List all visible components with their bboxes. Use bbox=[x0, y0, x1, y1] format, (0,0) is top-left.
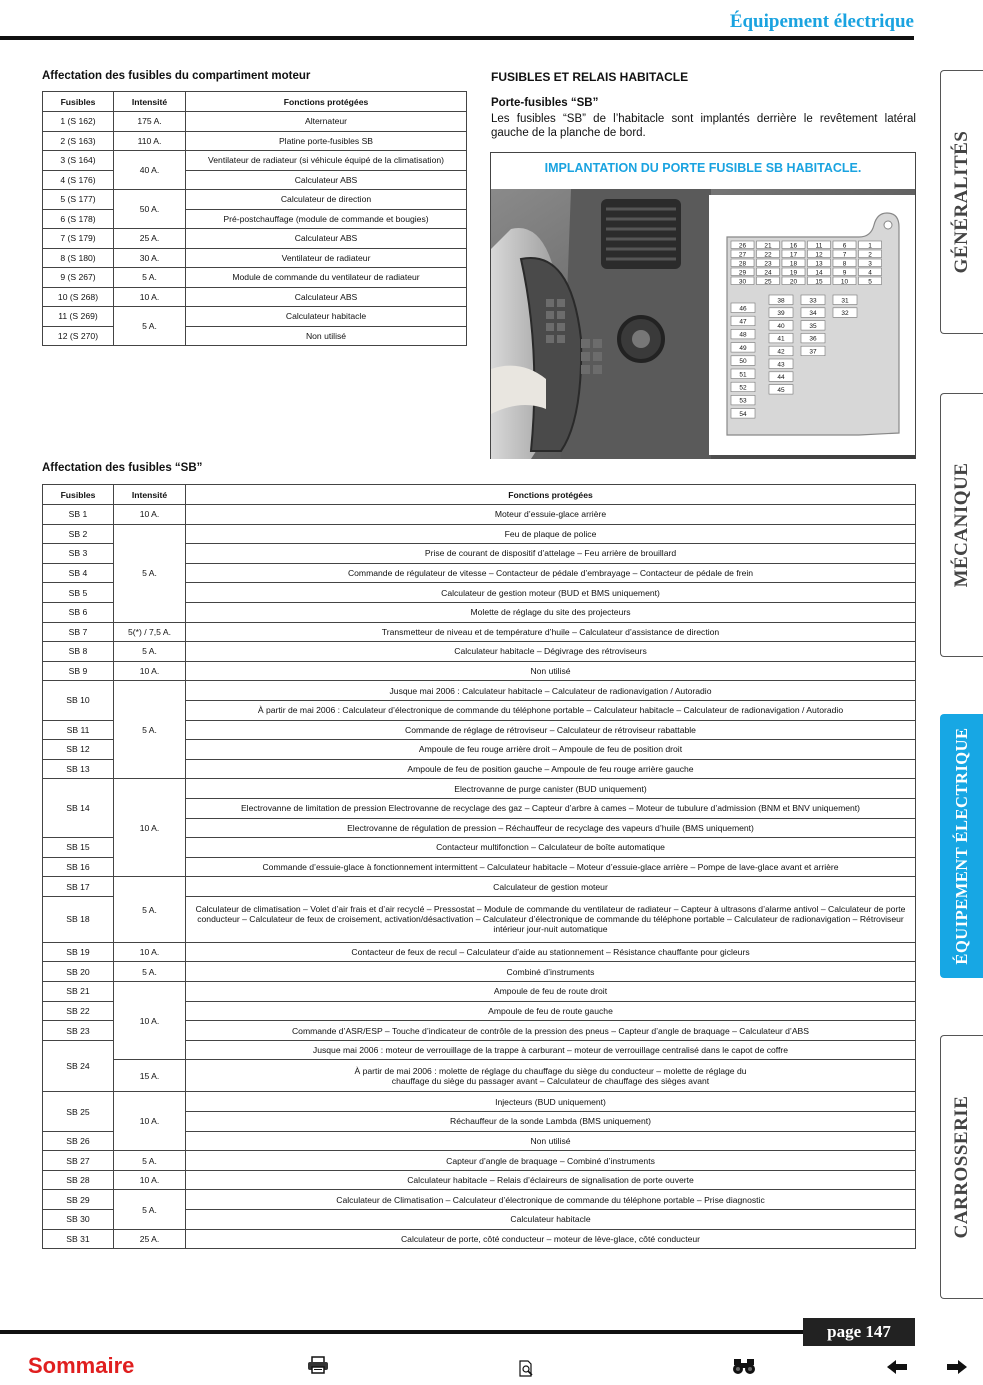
fuse-slot-label: 36 bbox=[809, 335, 817, 343]
engine-fuses-title: Affectation des fusibles du compartiment moteur bbox=[42, 70, 311, 82]
fuse-amp: 5 A. bbox=[114, 962, 186, 982]
fuse-function: Commande d’ASR/ESP – Touche d’indicateur de contrôle de la pression des pneus – Capteur d’angle de braquage – Calculateur d’ABS bbox=[186, 1021, 916, 1041]
fuse-slot-label: 13 bbox=[815, 260, 823, 268]
fuse-function: Commande d’essuie-glace à fonctionnement intermittent – Calculateur habitacle – Moteur d’essuie-glace arrière – Pompe de lave-glace avant et arrière bbox=[186, 857, 916, 877]
fuse-slot-label: 15 bbox=[815, 278, 823, 286]
fuse-amp: 15 A. bbox=[114, 1060, 186, 1092]
fuse-slot-label: 44 bbox=[777, 374, 785, 382]
fuse-id: SB 11 bbox=[43, 720, 114, 740]
fuse-id: SB 24 bbox=[43, 1040, 114, 1092]
fuse-function: Electrovanne de purge canister (BUD uniquement) bbox=[186, 779, 916, 799]
fuse-function: Calculateur habitacle bbox=[186, 307, 467, 327]
fuse-amp: 5 A. bbox=[114, 877, 186, 943]
fuse-function: Jusque mai 2006 : moteur de verrouillage de la trappe à carburant – moteur de verrouillage centralisé dans le capot de coffre bbox=[186, 1040, 916, 1060]
footer-rule bbox=[0, 1330, 914, 1334]
habitacle-heading: FUSIBLES ET RELAIS HABITACLE bbox=[491, 70, 689, 84]
fuse-slot-label: 24 bbox=[764, 269, 772, 277]
dashboard-photo bbox=[491, 189, 915, 459]
fuse-function: Electrovanne de limitation de pression Electrovanne de recyclage des gaz – Capteur d’arbre à cames – Moteur de tubulure d’admission (BNM et BNV uniquement) bbox=[186, 798, 916, 818]
table-row bbox=[43, 1060, 916, 1092]
col-header-functions: Fonctions protégées bbox=[186, 485, 916, 505]
fuse-slot-label: 19 bbox=[789, 269, 798, 277]
fuse-slot-label: 48 bbox=[739, 331, 747, 339]
fuse-id: SB 7 bbox=[43, 622, 114, 642]
fuse-function: Ampoule de feu de route droit bbox=[186, 982, 916, 1002]
fuse-slot-label: 25 bbox=[764, 278, 772, 286]
fuse-function: Moteur d’essuie-glace arrière bbox=[186, 505, 916, 525]
fuse-function: Injecteurs (BUD uniquement) bbox=[186, 1092, 916, 1112]
fuse-slot-label: 14 bbox=[815, 269, 823, 277]
fuse-slot-label: 8 bbox=[842, 260, 847, 268]
table-row bbox=[43, 779, 916, 799]
col-header-fuses: Fusibles bbox=[43, 92, 114, 112]
fuse-amp: 5 A. bbox=[114, 1151, 186, 1171]
fuse-slot-label: 22 bbox=[764, 251, 772, 259]
table-row bbox=[43, 681, 916, 701]
fuse-amp: 10 A. bbox=[114, 1092, 186, 1151]
fuse-id: SB 14 bbox=[43, 779, 114, 838]
tab-mecanique[interactable] bbox=[940, 393, 983, 657]
table-row bbox=[43, 170, 467, 190]
fuse-function: Calculateur de climatisation – Volet d’air frais et d’air recyclé – Pressostat – Module de commande du ventilateur de radiateur – Capteur à ultrasons d’alarme antivol – Calculateur de porte conducteur – Calculateur de feux de croisement, activation/désactivation – Calculateur d’électronique de commande du téléphone portable – Calculateur de radionavigation – Rétroviseur intérieur jour-nuit automatique bbox=[186, 896, 916, 942]
fuse-function: Combiné d’instruments bbox=[186, 962, 916, 982]
fuse-function: Non utilisé bbox=[186, 661, 916, 681]
fuse-function: Calculateur de gestion moteur bbox=[186, 877, 916, 897]
fuse-function: Molette de réglage du site des projecteurs bbox=[186, 602, 916, 622]
table-row bbox=[43, 982, 916, 1002]
fuse-slot-label: 47 bbox=[739, 318, 747, 326]
fuse-id: SB 22 bbox=[43, 1001, 114, 1021]
fuse-function: Commande de réglage de rétroviseur – Calculateur de rétroviseur rabattable bbox=[186, 720, 916, 740]
arrow-right-icon[interactable] bbox=[946, 1359, 968, 1380]
table-row bbox=[43, 1092, 916, 1112]
fuse-slot-label: 20 bbox=[789, 278, 798, 286]
fuse-amp: 5 A. bbox=[114, 268, 186, 288]
fuse-id: SB 6 bbox=[43, 602, 114, 622]
fuse-function: Calculateur habitacle – Relais d’éclaireurs de signalisation de porte ouverte bbox=[186, 1170, 916, 1190]
tab-mecanique-label: MÉCANIQUE bbox=[951, 462, 972, 588]
habitacle-text: Les fusibles “SB” de l’habitacle sont implantés derrière le revêtement latéral gauche de la planche de bord. bbox=[491, 113, 916, 139]
zoom-page-icon[interactable] bbox=[518, 1360, 536, 1383]
table-row bbox=[43, 307, 467, 327]
fuse-amp: 110 A. bbox=[114, 131, 186, 151]
fuse-slot-label: 37 bbox=[809, 348, 817, 356]
fuse-panel-diagram bbox=[709, 195, 915, 455]
fuse-amp: 30 A. bbox=[114, 248, 186, 268]
table-row bbox=[43, 151, 467, 171]
fuse-amp: 5 A. bbox=[114, 307, 186, 346]
fuse-function: Prise de courant de dispositif d’attelage – Feu arrière de brouillard bbox=[186, 544, 916, 564]
table-row bbox=[43, 877, 916, 897]
table-row bbox=[43, 112, 467, 132]
table-row bbox=[43, 209, 467, 229]
fuse-amp: 5 A. bbox=[114, 524, 186, 622]
figure-caption: IMPLANTATION DU PORTE FUSIBLE SB HABITACLE. bbox=[544, 161, 862, 175]
fuse-slot-label: 26 bbox=[738, 242, 747, 250]
fuse-slot-label: 9 bbox=[842, 269, 847, 277]
fuse-function: Calculateur habitacle – Dégivrage des rétroviseurs bbox=[186, 642, 916, 662]
table-row bbox=[43, 287, 467, 307]
fuse-function: Réchauffeur de la sonde Lambda (BMS uniquement) bbox=[186, 1112, 916, 1132]
fuse-id: SB 1 bbox=[43, 505, 114, 525]
fuse-function: Alternateur bbox=[186, 112, 467, 132]
fuse-amp: 5 A. bbox=[114, 1190, 186, 1229]
fuse-slot-label: 46 bbox=[739, 305, 747, 313]
habitacle-subheading: Porte-fusibles “SB” bbox=[491, 97, 599, 109]
fuse-id: 7 (S 179) bbox=[43, 229, 114, 249]
table-row bbox=[43, 190, 467, 210]
fuse-function: À partir de mai 2006 : Calculateur d’électronique de commande du téléphone portable – Calculateur habitacle – Calculateur de radionavigation / Autoradio bbox=[186, 700, 916, 720]
tab-carrosserie-label: CARROSSERIE bbox=[951, 1095, 972, 1239]
fuse-slot-label: 43 bbox=[777, 361, 785, 369]
fuse-slot-label: 40 bbox=[777, 322, 785, 330]
col-header-fuses: Fusibles bbox=[43, 485, 114, 505]
fuse-amp: 10 A. bbox=[114, 505, 186, 525]
fuse-function: Ampoule de feu de position gauche – Ampoule de feu rouge arrière gauche bbox=[186, 759, 916, 779]
printer-icon[interactable] bbox=[307, 1356, 329, 1379]
fuse-id: 10 (S 268) bbox=[43, 287, 114, 307]
table-row bbox=[43, 1151, 916, 1171]
fuse-id: SB 21 bbox=[43, 982, 114, 1002]
table-row bbox=[43, 505, 916, 525]
fuse-slot-label: 31 bbox=[841, 297, 849, 305]
fuse-slot-label: 7 bbox=[842, 251, 847, 259]
fuse-id: 12 (S 270) bbox=[43, 326, 114, 346]
fuse-function: Ampoule de feu de route gauche bbox=[186, 1001, 916, 1021]
fuse-id: SB 23 bbox=[43, 1021, 114, 1041]
fuse-amp: 40 A. bbox=[114, 151, 186, 190]
fuse-slot-label: 49 bbox=[739, 344, 747, 352]
fuse-function: Non utilisé bbox=[186, 326, 467, 346]
fuse-slot-label: 6 bbox=[842, 242, 847, 250]
binoculars-icon[interactable] bbox=[732, 1357, 756, 1380]
fuse-id: SB 30 bbox=[43, 1210, 114, 1230]
fuse-slot-label: 29 bbox=[738, 269, 747, 277]
fuse-id: 1 (S 162) bbox=[43, 112, 114, 132]
fuse-function: Calculateur de gestion moteur (BUD et BMS uniquement) bbox=[186, 583, 916, 603]
fuse-function: Platine porte-fusibles SB bbox=[186, 131, 467, 151]
fuse-function: Contacteur de feux de recul – Calculateur d’aide au stationnement – Résistance chauffante pour gicleurs bbox=[186, 942, 916, 962]
col-header-amperage: Intensité bbox=[114, 485, 186, 505]
table-row bbox=[43, 642, 916, 662]
fuse-id: 9 (S 267) bbox=[43, 268, 114, 288]
fuse-amp: 10 A. bbox=[114, 1170, 186, 1190]
table-row bbox=[43, 1170, 916, 1190]
fuse-id: SB 9 bbox=[43, 661, 114, 681]
fuse-amp: 10 A. bbox=[114, 779, 186, 877]
table-row bbox=[43, 661, 916, 681]
fuse-id: SB 3 bbox=[43, 544, 114, 564]
fuse-slot-label: 53 bbox=[739, 397, 747, 405]
fuse-function: Calculateur de Climatisation – Calculateur d’électronique de commande du téléphone portable – Prise diagnostic bbox=[186, 1190, 916, 1210]
fuse-amp: 5(*) / 7,5 A. bbox=[114, 622, 186, 642]
fuse-slot-label: 42 bbox=[777, 348, 785, 356]
fuse-id: SB 27 bbox=[43, 1151, 114, 1171]
fuse-slot-label: 23 bbox=[764, 260, 772, 268]
fuse-slot-label: 11 bbox=[815, 242, 823, 250]
fuse-function: Calculateur ABS bbox=[186, 229, 467, 249]
fuse-function: Ampoule de feu rouge arrière droit – Ampoule de feu de position droit bbox=[186, 740, 916, 760]
fuse-slot-label: 35 bbox=[809, 322, 817, 330]
table-row bbox=[43, 326, 467, 346]
table-row bbox=[43, 942, 916, 962]
fuse-function: Feu de plaque de police bbox=[186, 524, 916, 544]
sb-fuses-table bbox=[42, 484, 916, 1249]
fuse-slot-label: 27 bbox=[738, 251, 747, 259]
fuse-function: Calculateur ABS bbox=[186, 287, 467, 307]
fuse-id: 4 (S 176) bbox=[43, 170, 114, 190]
fuse-slot-label: 1 bbox=[868, 242, 872, 250]
fuse-id: SB 10 bbox=[43, 681, 114, 720]
sommaire-link[interactable]: Sommaire bbox=[28, 1353, 135, 1378]
fuse-slot-label: 33 bbox=[809, 297, 817, 305]
fuse-slot-label: 10 bbox=[840, 278, 849, 286]
fuse-slot-label: 12 bbox=[815, 251, 823, 259]
fuse-slot-label: 16 bbox=[789, 242, 798, 250]
col-header-amperage: Intensité bbox=[114, 92, 186, 112]
table-row bbox=[43, 229, 467, 249]
fuse-slot-label: 54 bbox=[739, 410, 747, 418]
tab-generalites[interactable] bbox=[940, 70, 983, 334]
engine-fuses-table bbox=[42, 91, 467, 346]
fuse-amp: 10 A. bbox=[114, 982, 186, 1060]
fuse-amp: 10 A. bbox=[114, 661, 186, 681]
fuse-amp: 10 A. bbox=[114, 287, 186, 307]
fuse-slot-label: 17 bbox=[789, 251, 798, 259]
fuse-id: SB 25 bbox=[43, 1092, 114, 1131]
fuse-slot-label: 38 bbox=[777, 297, 785, 305]
fuse-id: SB 8 bbox=[43, 642, 114, 662]
fuse-id: SB 20 bbox=[43, 962, 114, 982]
table-row bbox=[43, 1190, 916, 1210]
fuse-amp: 25 A. bbox=[114, 1229, 186, 1249]
col-header-functions: Fonctions protégées bbox=[186, 92, 467, 112]
fuse-id: SB 2 bbox=[43, 524, 114, 544]
fuse-slot-label: 4 bbox=[868, 269, 872, 277]
fuse-slot-label: 34 bbox=[809, 310, 817, 318]
fuse-id: SB 17 bbox=[43, 877, 114, 897]
fuse-slot-label: 52 bbox=[739, 384, 747, 392]
fuse-panel-drawing bbox=[709, 195, 915, 455]
fuse-amp: 10 A. bbox=[114, 942, 186, 962]
fuse-amp: 5 A. bbox=[114, 681, 186, 779]
fuse-slot-label: 30 bbox=[738, 278, 747, 286]
fuse-function: Jusque mai 2006 : Calculateur habitacle – Calculateur de radionavigation / Autoradio bbox=[186, 681, 916, 701]
table-row bbox=[43, 131, 467, 151]
fuse-slot-label: 18 bbox=[789, 260, 798, 268]
fuse-function: Electrovanne de régulation de pression – Réchauffeur de recyclage des vapeurs d’huile (BMS uniquement) bbox=[186, 818, 916, 838]
fuse-location-figure bbox=[490, 152, 916, 459]
fuse-function: Non utilisé bbox=[186, 1131, 916, 1151]
table-row bbox=[43, 248, 467, 268]
fuse-function: Contacteur multifonction – Calculateur de boîte automatique bbox=[186, 838, 916, 858]
fuse-slot-label: 5 bbox=[868, 278, 872, 286]
fuse-id: 6 (S 178) bbox=[43, 209, 114, 229]
fuse-function: Module de commande du ventilateur de radiateur bbox=[186, 268, 467, 288]
fuse-id: 5 (S 177) bbox=[43, 190, 114, 210]
fuse-amp: 5 A. bbox=[114, 642, 186, 662]
table-row bbox=[43, 524, 916, 544]
fuse-function: Calculateur de porte, côté conducteur – moteur de lève-glace, côté conducteur bbox=[186, 1229, 916, 1249]
fuse-id: SB 19 bbox=[43, 942, 114, 962]
fuse-slot-label: 51 bbox=[739, 371, 747, 379]
fuse-slot-label: 2 bbox=[868, 251, 872, 259]
fuse-function: Commande de régulateur de vitesse – Contacteur de pédale d’embrayage – Contacteur de pédale de frein bbox=[186, 563, 916, 583]
fuse-id: SB 28 bbox=[43, 1170, 114, 1190]
table-row bbox=[43, 962, 916, 982]
fuse-function: Ventilateur de radiateur bbox=[186, 248, 467, 268]
fuse-slot-label: 3 bbox=[868, 260, 872, 268]
fuse-function: Transmetteur de niveau et de température d’huile – Calculateur d’assistance de direction bbox=[186, 622, 916, 642]
tab-carrosserie[interactable] bbox=[940, 1035, 983, 1299]
header-rule bbox=[0, 36, 914, 40]
fuse-slot-label: 28 bbox=[738, 260, 747, 268]
tab-generalites-label: GÉNÉRALITÉS bbox=[951, 130, 972, 274]
fuse-id: SB 4 bbox=[43, 563, 114, 583]
fuse-function: Capteur d’angle de braquage – Combiné d’instruments bbox=[186, 1151, 916, 1171]
table-row bbox=[43, 268, 467, 288]
fuse-function: Calculateur habitacle bbox=[186, 1210, 916, 1230]
table-row bbox=[43, 622, 916, 642]
fuse-id: 8 (S 180) bbox=[43, 248, 114, 268]
fuse-id: 3 (S 164) bbox=[43, 151, 114, 171]
arrow-left-icon[interactable] bbox=[886, 1359, 908, 1380]
tab-equipement-electrique[interactable] bbox=[940, 714, 983, 978]
fuse-id: SB 18 bbox=[43, 896, 114, 942]
fuse-slot-label: 41 bbox=[777, 335, 785, 343]
fuse-id: SB 13 bbox=[43, 759, 114, 779]
fuse-id: SB 15 bbox=[43, 838, 114, 858]
fuse-amp: 50 A. bbox=[114, 190, 186, 229]
tab-equipement-electrique-label: ÉQUIPEMENT ÉLECTRIQUE bbox=[952, 727, 971, 965]
fuse-function: À partir de mai 2006 : molette de réglage du chauffage du siège du conducteur – molette de réglage du chauffage du siège du passager avant – Calculateur de chauffage des sièges avant bbox=[186, 1060, 916, 1092]
page-header-title: Équipement électrique bbox=[729, 11, 914, 32]
fuse-function: Ventilateur de radiateur (si véhicule équipé de la climatisation) bbox=[186, 151, 467, 171]
page-number: page 147 bbox=[803, 1318, 915, 1346]
fuse-id: SB 26 bbox=[43, 1131, 114, 1151]
fuse-id: SB 29 bbox=[43, 1190, 114, 1210]
fuse-id: 2 (S 163) bbox=[43, 131, 114, 151]
sb-fuses-title: Affectation des fusibles “SB” bbox=[42, 462, 203, 474]
fuse-id: SB 16 bbox=[43, 857, 114, 877]
fuse-slot-label: 21 bbox=[764, 242, 772, 250]
fuse-function: Calculateur ABS bbox=[186, 170, 467, 190]
fuse-slot-label: 50 bbox=[739, 358, 747, 366]
table-row bbox=[43, 1229, 916, 1249]
fuse-slot-label: 32 bbox=[841, 310, 849, 318]
fuse-id: SB 31 bbox=[43, 1229, 114, 1249]
fuse-slot-label: 45 bbox=[777, 386, 785, 394]
fuse-slot-label: 39 bbox=[777, 310, 785, 318]
fuse-function: Calculateur de direction bbox=[186, 190, 467, 210]
fuse-id: SB 12 bbox=[43, 740, 114, 760]
fuse-amp: 25 A. bbox=[114, 229, 186, 249]
fuse-function: Pré-postchauffage (module de commande et bougies) bbox=[186, 209, 467, 229]
fuse-id: 11 (S 269) bbox=[43, 307, 114, 327]
fuse-amp: 175 A. bbox=[114, 112, 186, 132]
fuse-id: SB 5 bbox=[43, 583, 114, 603]
